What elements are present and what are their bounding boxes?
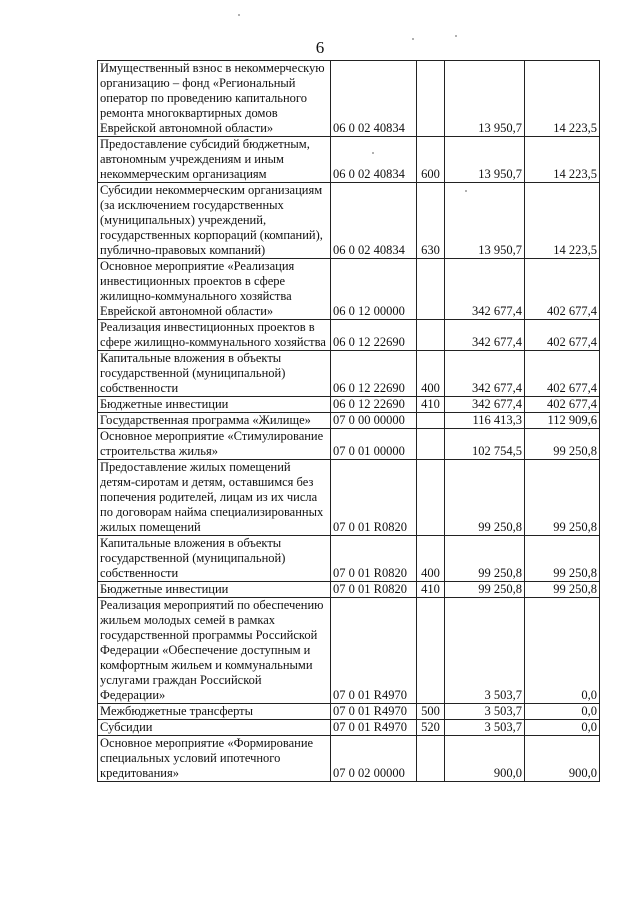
row-sum-year1-cell: 116 413,3 — [445, 413, 525, 429]
row-name-cell: Капитальные вложения в объекты государственной (муниципальной) собственности — [98, 536, 331, 582]
row-sum-year1-cell: 99 250,8 — [445, 582, 525, 598]
row-expense-type-cell — [417, 259, 445, 320]
table-row — [98, 413, 600, 429]
row-code-cell: 07 0 00 00000 — [331, 413, 417, 429]
row-sum-year2-cell: 0,0 — [525, 598, 600, 704]
row-name-cell: Капитальные вложения в объекты государственной (муниципальной) собственности — [98, 351, 331, 397]
table-row — [98, 61, 600, 137]
table-row — [98, 397, 600, 413]
row-sum-year2-cell: 99 250,8 — [525, 429, 600, 460]
row-code-cell: 07 0 01 R0820 — [331, 582, 417, 598]
budget-table — [97, 60, 600, 782]
row-code-cell: 06 0 12 22690 — [331, 397, 417, 413]
row-code-cell: 06 0 12 22690 — [331, 351, 417, 397]
table-row — [98, 536, 600, 582]
row-name-cell: Имущественный взнос в некоммерческую организацию – фонд «Региональный оператор по проведению капитального ремонта многоквартирных домов Еврейской автономной области» — [98, 61, 331, 137]
row-expense-type-cell: 400 — [417, 351, 445, 397]
row-expense-type-cell: 400 — [417, 536, 445, 582]
row-expense-type-cell: 500 — [417, 704, 445, 720]
row-code-cell: 06 0 02 40834 — [331, 137, 417, 183]
row-name-cell: Реализация мероприятий по обеспечению жильем молодых семей в рамках государственной программы Российской Федерации «Обеспечение доступным и комфортным жильем и коммунальными услугами граждан Российской Федерации» — [98, 598, 331, 704]
table-row — [98, 259, 600, 320]
row-sum-year1-cell: 13 950,7 — [445, 61, 525, 137]
table-row — [98, 582, 600, 598]
row-sum-year2-cell: 99 250,8 — [525, 460, 600, 536]
row-sum-year1-cell: 3 503,7 — [445, 598, 525, 704]
row-sum-year2-cell: 14 223,5 — [525, 61, 600, 137]
row-name-cell: Межбюджетные трансферты — [98, 704, 331, 720]
row-sum-year1-cell: 99 250,8 — [445, 460, 525, 536]
row-sum-year2-cell: 402 677,4 — [525, 351, 600, 397]
row-name-cell: Субсидии — [98, 720, 331, 736]
row-code-cell: 07 0 01 R0820 — [331, 460, 417, 536]
table-row — [98, 183, 600, 259]
row-code-cell: 07 0 01 R4970 — [331, 598, 417, 704]
row-sum-year1-cell: 342 677,4 — [445, 397, 525, 413]
table-row — [98, 320, 600, 351]
row-name-cell: Основное мероприятие «Стимулирование строительства жилья» — [98, 429, 331, 460]
row-sum-year2-cell: 99 250,8 — [525, 582, 600, 598]
page-number: 6 — [315, 38, 325, 57]
row-name-cell: Бюджетные инвестиции — [98, 582, 331, 598]
table-row — [98, 351, 600, 397]
row-expense-type-cell — [417, 598, 445, 704]
row-expense-type-cell: 520 — [417, 720, 445, 736]
row-sum-year1-cell: 99 250,8 — [445, 536, 525, 582]
row-name-cell: Основное мероприятие «Формирование специальных условий ипотечного кредитования» — [98, 736, 331, 782]
row-code-cell: 06 0 12 00000 — [331, 259, 417, 320]
table-row — [98, 736, 600, 782]
row-sum-year1-cell: 13 950,7 — [445, 183, 525, 259]
row-expense-type-cell: 410 — [417, 397, 445, 413]
table-row — [98, 598, 600, 704]
row-expense-type-cell: 630 — [417, 183, 445, 259]
row-sum-year2-cell: 402 677,4 — [525, 397, 600, 413]
row-expense-type-cell — [417, 61, 445, 137]
scan-speck — [455, 35, 457, 37]
row-expense-type-cell — [417, 413, 445, 429]
row-sum-year1-cell: 3 503,7 — [445, 704, 525, 720]
row-code-cell: 06 0 12 22690 — [331, 320, 417, 351]
row-name-cell: Субсидии некоммерческим организациям (за исключением государственных (муниципальных) учреждений, государственных корпораций (компаний), публично-правовых компаний) — [98, 183, 331, 259]
row-sum-year1-cell: 342 677,4 — [445, 351, 525, 397]
row-expense-type-cell — [417, 320, 445, 351]
row-sum-year1-cell: 13 950,7 — [445, 137, 525, 183]
row-expense-type-cell: 410 — [417, 582, 445, 598]
row-expense-type-cell: 600 — [417, 137, 445, 183]
row-sum-year2-cell: 112 909,6 — [525, 413, 600, 429]
row-sum-year1-cell: 342 677,4 — [445, 259, 525, 320]
row-sum-year2-cell: 0,0 — [525, 704, 600, 720]
row-expense-type-cell — [417, 429, 445, 460]
scan-speck — [238, 14, 240, 16]
row-name-cell: Государственная программа «Жилище» — [98, 413, 331, 429]
row-name-cell: Реализация инвестиционных проектов в сфере жилищно-коммунального хозяйства — [98, 320, 331, 351]
row-code-cell: 07 0 01 R4970 — [331, 704, 417, 720]
table-row — [98, 137, 600, 183]
row-code-cell: 07 0 01 00000 — [331, 429, 417, 460]
row-expense-type-cell — [417, 736, 445, 782]
row-expense-type-cell — [417, 460, 445, 536]
row-code-cell: 06 0 02 40834 — [331, 61, 417, 137]
row-sum-year1-cell: 342 677,4 — [445, 320, 525, 351]
row-sum-year1-cell: 102 754,5 — [445, 429, 525, 460]
row-sum-year2-cell: 14 223,5 — [525, 183, 600, 259]
row-sum-year2-cell: 402 677,4 — [525, 320, 600, 351]
table-row — [98, 704, 600, 720]
row-sum-year1-cell: 900,0 — [445, 736, 525, 782]
row-code-cell: 07 0 01 R4970 — [331, 720, 417, 736]
row-sum-year2-cell: 99 250,8 — [525, 536, 600, 582]
row-sum-year2-cell: 402 677,4 — [525, 259, 600, 320]
row-name-cell: Предоставление субсидий бюджетным, автономным учреждениям и иным некоммерческим организациям — [98, 137, 331, 183]
row-sum-year1-cell: 3 503,7 — [445, 720, 525, 736]
row-name-cell: Предоставление жилых помещений детям-сиротам и детям, оставшимся без попечения родителей, лицам из их числа по договорам найма специализированных жилых помещений — [98, 460, 331, 536]
row-code-cell: 07 0 01 R0820 — [331, 536, 417, 582]
row-name-cell: Основное мероприятие «Реализация инвестиционных проектов в сфере жилищно-коммунального хозяйства Еврейской автономной области» — [98, 259, 331, 320]
row-sum-year2-cell: 0,0 — [525, 720, 600, 736]
row-sum-year2-cell: 14 223,5 — [525, 137, 600, 183]
scan-speck — [412, 38, 414, 40]
table-row — [98, 429, 600, 460]
row-sum-year2-cell: 900,0 — [525, 736, 600, 782]
row-name-cell: Бюджетные инвестиции — [98, 397, 331, 413]
table-row — [98, 460, 600, 536]
row-code-cell: 06 0 02 40834 — [331, 183, 417, 259]
table-row — [98, 720, 600, 736]
row-code-cell: 07 0 02 00000 — [331, 736, 417, 782]
